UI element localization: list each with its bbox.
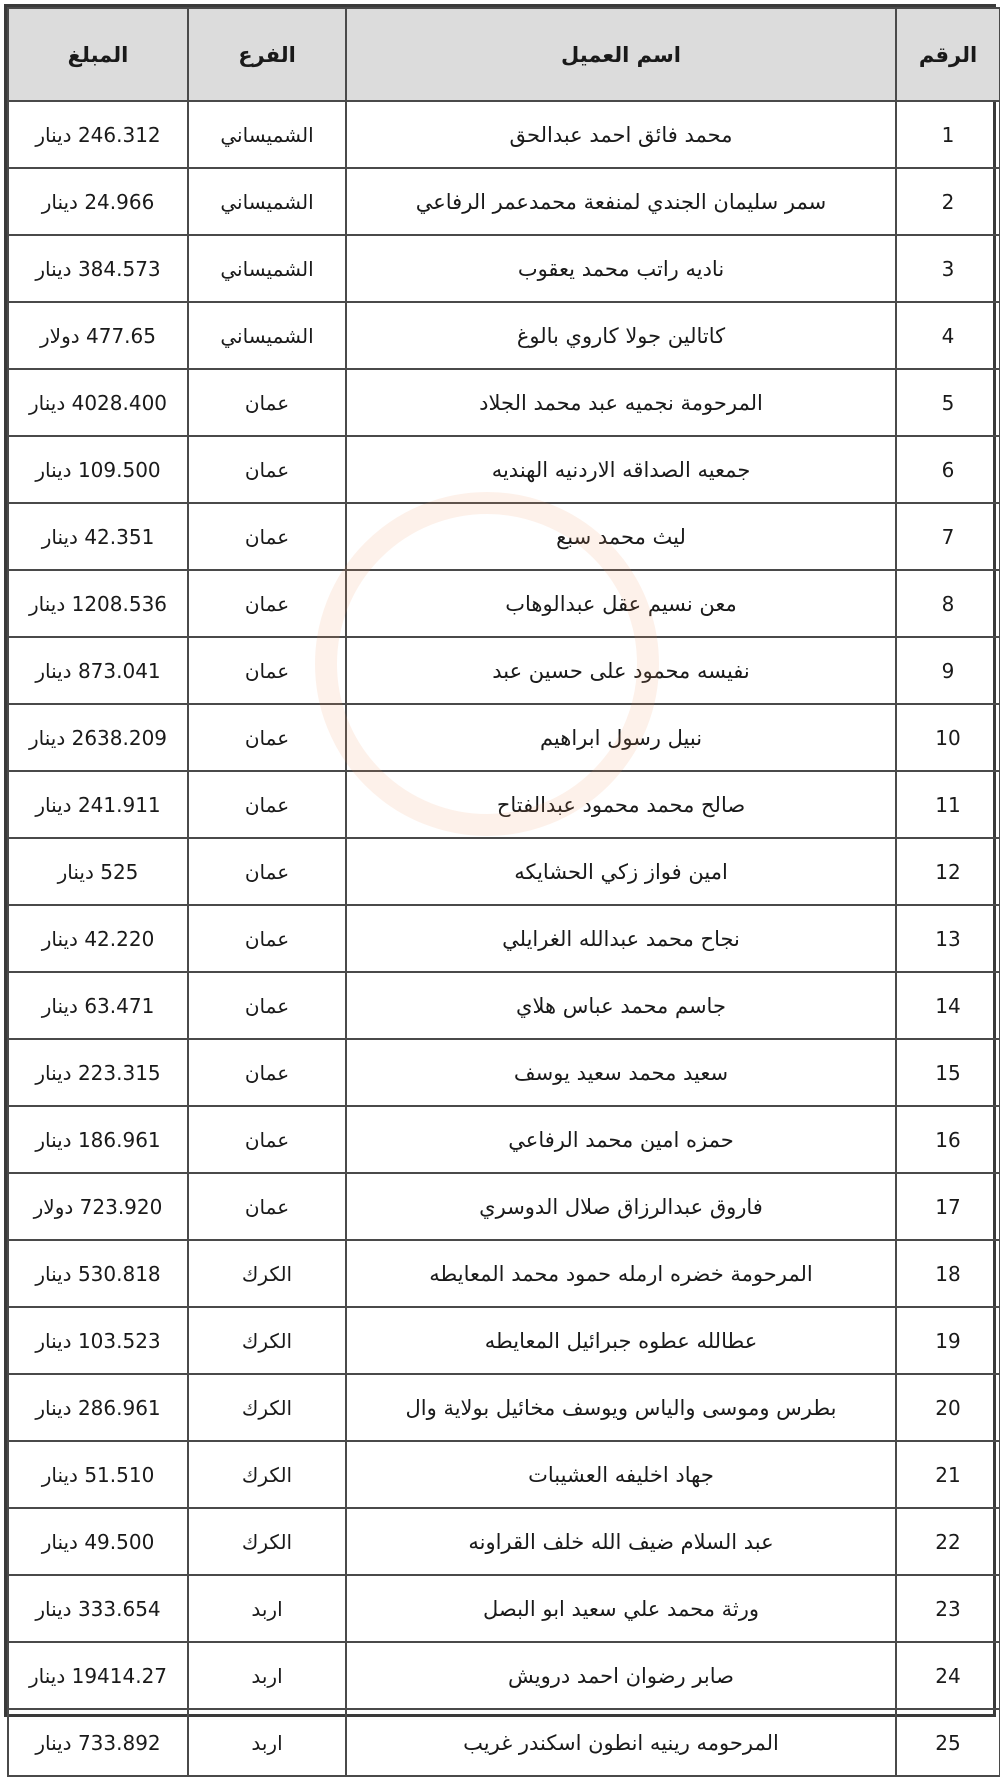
table-row <box>8 1642 1000 1709</box>
table-row <box>8 168 1000 235</box>
table-row <box>8 838 1000 905</box>
cell-number: 16 <box>896 1106 1000 1173</box>
table-row <box>8 972 1000 1039</box>
cell-number: 7 <box>896 503 1000 570</box>
cell-amount: 42.220 دينار <box>8 905 188 972</box>
cell-branch: عمان <box>188 1039 346 1106</box>
cell-number: 18 <box>896 1240 1000 1307</box>
cell-client-name: حمزه امين محمد الرفاعي <box>346 1106 896 1173</box>
cell-number: 17 <box>896 1173 1000 1240</box>
table-row <box>8 1106 1000 1173</box>
table-row <box>8 704 1000 771</box>
cell-client-name: المرحومة خضره ارمله حمود محمد المعايطه <box>346 1240 896 1307</box>
cell-branch: عمان <box>188 838 346 905</box>
cell-client-name: جاسم محمد عباس هلاي <box>346 972 896 1039</box>
cell-amount: 723.920 دولار <box>8 1173 188 1240</box>
cell-number: 14 <box>896 972 1000 1039</box>
cell-number: 5 <box>896 369 1000 436</box>
table-row <box>8 302 1000 369</box>
cell-amount: 333.654 دينار <box>8 1575 188 1642</box>
document-page <box>4 4 996 1755</box>
cell-number: 13 <box>896 905 1000 972</box>
cell-amount: 733.892 دينار <box>8 1709 188 1776</box>
cell-amount: 241.911 دينار <box>8 771 188 838</box>
cell-client-name: نبيل رسول ابراهيم <box>346 704 896 771</box>
cell-branch: الكرك <box>188 1508 346 1575</box>
cell-number: 3 <box>896 235 1000 302</box>
cell-client-name: عبد السلام ضيف الله خلف القراونه <box>346 1508 896 1575</box>
cell-number: 23 <box>896 1575 1000 1642</box>
cell-amount: 873.041 دينار <box>8 637 188 704</box>
table-row <box>8 503 1000 570</box>
header-amount: المبلغ <box>8 8 188 101</box>
cell-amount: 49.500 دينار <box>8 1508 188 1575</box>
cell-client-name: ليث محمد سبع <box>346 503 896 570</box>
table-row <box>8 436 1000 503</box>
cell-branch: عمان <box>188 503 346 570</box>
cell-branch: الكرك <box>188 1240 346 1307</box>
cell-number: 6 <box>896 436 1000 503</box>
table-row <box>8 1374 1000 1441</box>
cell-client-name: سعيد محمد سعيد يوسف <box>346 1039 896 1106</box>
cell-number: 10 <box>896 704 1000 771</box>
cell-branch: اربد <box>188 1575 346 1642</box>
cell-number: 4 <box>896 302 1000 369</box>
cell-amount: 530.818 دينار <box>8 1240 188 1307</box>
cell-amount: 186.961 دينار <box>8 1106 188 1173</box>
cell-number: 15 <box>896 1039 1000 1106</box>
cell-branch: عمان <box>188 570 346 637</box>
cell-amount: 103.523 دينار <box>8 1307 188 1374</box>
cell-branch: عمان <box>188 771 346 838</box>
header-client-name: اسم العميل <box>346 8 896 101</box>
table-row <box>8 1173 1000 1240</box>
cell-number: 19 <box>896 1307 1000 1374</box>
table-row <box>8 905 1000 972</box>
cell-client-name: سمر سليمان الجندي لمنفعة محمدعمر الرفاعي <box>346 168 896 235</box>
table-row <box>8 637 1000 704</box>
cell-client-name: امين فواز زكي الحشايكه <box>346 838 896 905</box>
cell-client-name: صابر رضوان احمد درويش <box>346 1642 896 1709</box>
table-row <box>8 1508 1000 1575</box>
cell-amount: 24.966 دينار <box>8 168 188 235</box>
cell-amount: 4028.400 دينار <box>8 369 188 436</box>
cell-branch: الكرك <box>188 1374 346 1441</box>
cell-amount: 525 دينار <box>8 838 188 905</box>
cell-branch: عمان <box>188 369 346 436</box>
cell-client-name: كاتالين جولا كاروي بالوغ <box>346 302 896 369</box>
cell-number: 9 <box>896 637 1000 704</box>
cell-branch: الشميساني <box>188 235 346 302</box>
cell-client-name: ورثة محمد علي سعيد ابو البصل <box>346 1575 896 1642</box>
cell-number: 20 <box>896 1374 1000 1441</box>
cell-amount: 109.500 دينار <box>8 436 188 503</box>
table-row <box>8 235 1000 302</box>
cell-client-name: فاروق عبدالرزاق صلال الدوسري <box>346 1173 896 1240</box>
cell-branch: عمان <box>188 972 346 1039</box>
cell-number: 2 <box>896 168 1000 235</box>
table-row <box>8 1039 1000 1106</box>
cell-number: 24 <box>896 1642 1000 1709</box>
cell-branch: عمان <box>188 436 346 503</box>
cell-number: 1 <box>896 101 1000 168</box>
cell-branch: الكرك <box>188 1307 346 1374</box>
cell-branch: الشميساني <box>188 302 346 369</box>
cell-branch: الشميساني <box>188 101 346 168</box>
cell-amount: 477.65 دولار <box>8 302 188 369</box>
table-row <box>8 1307 1000 1374</box>
cell-client-name: نجاح محمد عبدالله الغرايلي <box>346 905 896 972</box>
cell-branch: عمان <box>188 905 346 972</box>
cell-number: 21 <box>896 1441 1000 1508</box>
table-row <box>8 1240 1000 1307</box>
table-body <box>8 101 1000 1776</box>
cell-client-name: نفيسه محمود على حسين عبد <box>346 637 896 704</box>
table-row <box>8 1575 1000 1642</box>
table-row <box>8 1709 1000 1776</box>
cell-number: 22 <box>896 1508 1000 1575</box>
cell-client-name: المرحومة نجميه عبد محمد الجلاد <box>346 369 896 436</box>
cell-client-name: صالح محمد محمود عبدالفتاح <box>346 771 896 838</box>
cell-number: 25 <box>896 1709 1000 1776</box>
cell-client-name: بطرس وموسى والياس ويوسف مخائيل بولاية وال <box>346 1374 896 1441</box>
table-row <box>8 101 1000 168</box>
clients-table <box>7 7 1000 1777</box>
cell-client-name: عطالله عطوه جبرائيل المعايطه <box>346 1307 896 1374</box>
cell-branch: عمان <box>188 1106 346 1173</box>
cell-amount: 42.351 دينار <box>8 503 188 570</box>
cell-amount: 2638.209 دينار <box>8 704 188 771</box>
cell-client-name: المرحومه رينيه انطون اسكندر غريب <box>346 1709 896 1776</box>
header-branch: الفرع <box>188 8 346 101</box>
cell-client-name: ناديه راتب محمد يعقوب <box>346 235 896 302</box>
cell-branch: عمان <box>188 1173 346 1240</box>
cell-amount: 384.573 دينار <box>8 235 188 302</box>
cell-number: 11 <box>896 771 1000 838</box>
cell-amount: 246.312 دينار <box>8 101 188 168</box>
cell-number: 12 <box>896 838 1000 905</box>
table-row <box>8 771 1000 838</box>
cell-amount: 51.510 دينار <box>8 1441 188 1508</box>
header-number: الرقم <box>896 8 1000 101</box>
cell-client-name: محمد فائق احمد عبدالحق <box>346 101 896 168</box>
table-row <box>8 1441 1000 1508</box>
cell-amount: 1208.536 دينار <box>8 570 188 637</box>
cell-branch: اربد <box>188 1709 346 1776</box>
cell-client-name: جهاد اخليفه العشيبات <box>346 1441 896 1508</box>
table-row <box>8 570 1000 637</box>
cell-branch: عمان <box>188 637 346 704</box>
cell-client-name: معن نسيم عقل عبدالوهاب <box>346 570 896 637</box>
cell-branch: الكرك <box>188 1441 346 1508</box>
cell-amount: 286.961 دينار <box>8 1374 188 1441</box>
table-header-row <box>8 8 1000 101</box>
cell-branch: الشميساني <box>188 168 346 235</box>
cell-amount: 223.315 دينار <box>8 1039 188 1106</box>
cell-amount: 63.471 دينار <box>8 972 188 1039</box>
cell-branch: اربد <box>188 1642 346 1709</box>
cell-number: 8 <box>896 570 1000 637</box>
cell-amount: 19414.27 دينار <box>8 1642 188 1709</box>
cell-client-name: جمعيه الصداقه الاردنيه الهنديه <box>346 436 896 503</box>
table-row <box>8 369 1000 436</box>
cell-branch: عمان <box>188 704 346 771</box>
